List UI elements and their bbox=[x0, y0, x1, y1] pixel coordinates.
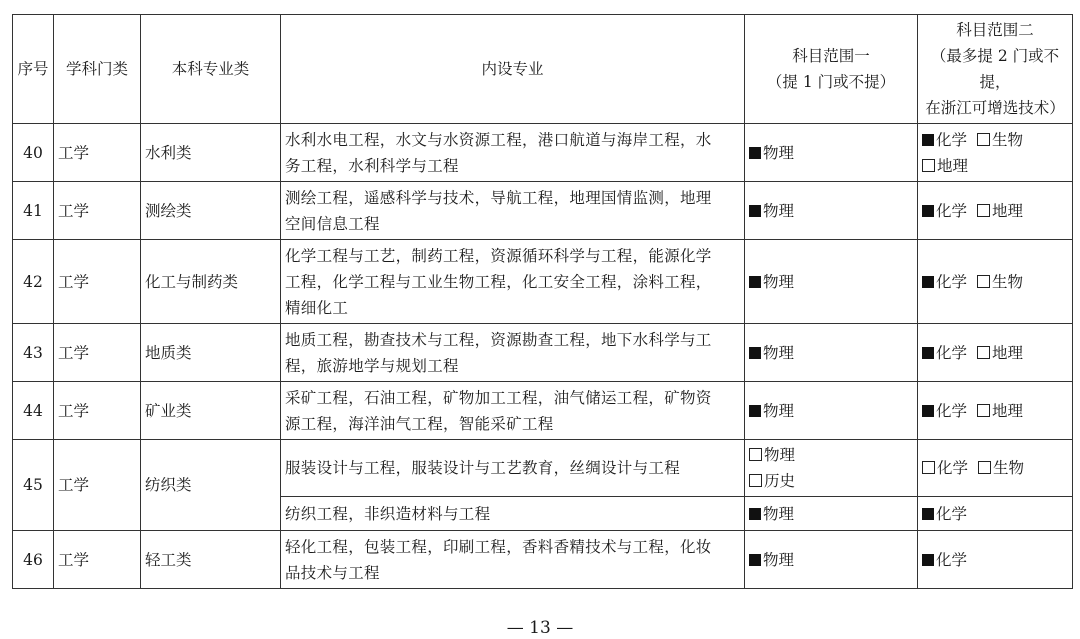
empty-square-icon bbox=[977, 204, 990, 217]
subject-option-label: 化学 bbox=[936, 401, 968, 420]
empty-square-icon bbox=[977, 346, 990, 359]
subject-option bbox=[922, 455, 968, 481]
row-category: 工学 bbox=[54, 324, 141, 382]
row-major-class: 地质类 bbox=[141, 324, 281, 382]
subject-option-label: 地理 bbox=[937, 156, 969, 175]
subject-option-label: 物理 bbox=[763, 143, 795, 162]
subject-option-line bbox=[922, 455, 1068, 481]
empty-square-icon bbox=[749, 448, 762, 461]
empty-square-icon bbox=[749, 474, 762, 487]
subject-option bbox=[749, 501, 794, 527]
row-major-class: 轻工类 bbox=[141, 531, 281, 589]
filled-square-icon bbox=[922, 134, 934, 146]
row-inner-majors bbox=[281, 182, 745, 240]
subject-option-line bbox=[749, 398, 913, 424]
header-subject2-line3: 在浙江可增选技术） bbox=[925, 99, 1065, 117]
subject-option bbox=[749, 269, 794, 295]
subject-option bbox=[749, 140, 794, 166]
inner-majors-line: 水利水电工程，水文与水资源工程，港口航道与海岸工程，水 bbox=[285, 130, 712, 149]
inner-majors-line: 程，旅游地学与规划工程 bbox=[285, 356, 459, 375]
filled-square-icon bbox=[922, 276, 934, 288]
inner-majors-line: 化学工程与工艺，制药工程，资源循环科学与工程，能源化学 bbox=[285, 246, 712, 265]
subject-option-line bbox=[922, 547, 1068, 573]
inner-majors-line: 务工程，水利科学与工程 bbox=[285, 156, 459, 175]
subject-option-line bbox=[922, 198, 1068, 224]
subject-option bbox=[922, 501, 967, 527]
inner-majors-line: 轻化工程，包装工程，印刷工程，香料香精技术与工程，化妆 bbox=[285, 537, 712, 556]
table-header-row bbox=[13, 15, 1073, 124]
subject-option bbox=[977, 127, 1023, 153]
inner-majors-line: 精细化工 bbox=[285, 298, 349, 317]
filled-square-icon bbox=[749, 205, 761, 217]
subject-option bbox=[922, 127, 967, 153]
row-subject-range-2 bbox=[918, 324, 1073, 382]
row-subject-range-2 bbox=[918, 440, 1073, 497]
subject-option bbox=[749, 468, 795, 494]
subject-option-label: 生物 bbox=[993, 459, 1025, 477]
subject-option-label: 化学 bbox=[936, 504, 968, 523]
row-inner-majors bbox=[281, 440, 745, 497]
filled-square-icon bbox=[749, 554, 761, 566]
header-category: 学科门类 bbox=[54, 15, 141, 124]
subject-option-label: 物理 bbox=[764, 446, 796, 464]
header-subject1-line2: （提 1 门或不提） bbox=[766, 73, 896, 91]
subject-option-line bbox=[749, 340, 913, 366]
row-subject-range-1 bbox=[745, 497, 918, 531]
header-subject-range-2 bbox=[918, 15, 1073, 124]
subject-option-line bbox=[749, 140, 913, 166]
subject-option-line bbox=[922, 153, 1068, 179]
subject-option bbox=[749, 398, 794, 424]
row-number: 40 bbox=[13, 124, 54, 182]
subject-option bbox=[922, 269, 967, 295]
row-major-class: 测绘类 bbox=[141, 182, 281, 240]
subject-option bbox=[922, 198, 967, 224]
filled-square-icon bbox=[922, 405, 934, 417]
filled-square-icon bbox=[922, 205, 934, 217]
subject-option-line bbox=[749, 442, 913, 468]
row-category: 工学 bbox=[54, 440, 141, 531]
empty-square-icon bbox=[922, 159, 935, 172]
subject-requirements-table bbox=[12, 14, 1073, 589]
row-number: 42 bbox=[13, 240, 54, 324]
header-subject2-line2: （最多提 2 门或不提， bbox=[930, 47, 1060, 91]
empty-square-icon bbox=[977, 404, 990, 417]
row-subject-range-1 bbox=[745, 531, 918, 589]
subject-option-label: 历史 bbox=[764, 472, 796, 490]
filled-square-icon bbox=[922, 347, 934, 359]
row-category: 工学 bbox=[54, 240, 141, 324]
subject-option bbox=[922, 398, 967, 424]
subject-option bbox=[977, 198, 1023, 224]
subject-option bbox=[749, 340, 794, 366]
inner-majors-line: 纺织工程，非织造材料与工程 bbox=[285, 504, 491, 523]
row-number: 43 bbox=[13, 324, 54, 382]
table-row bbox=[13, 324, 1073, 382]
subject-option bbox=[977, 269, 1023, 295]
table-row bbox=[13, 124, 1073, 182]
row-subject-range-2 bbox=[918, 124, 1073, 182]
header-subject1-line1: 科目范围一 bbox=[792, 47, 870, 65]
subject-option bbox=[749, 547, 794, 573]
subject-option-label: 物理 bbox=[763, 504, 795, 523]
subject-option-label: 化学 bbox=[936, 201, 968, 220]
subject-option-label: 化学 bbox=[936, 130, 968, 149]
filled-square-icon bbox=[749, 276, 761, 288]
subject-option-line bbox=[922, 340, 1068, 366]
row-category: 工学 bbox=[54, 531, 141, 589]
row-inner-majors bbox=[281, 497, 745, 531]
filled-square-icon bbox=[922, 554, 934, 566]
row-number: 46 bbox=[13, 531, 54, 589]
filled-square-icon bbox=[749, 405, 761, 417]
row-number: 41 bbox=[13, 182, 54, 240]
row-major-class: 纺织类 bbox=[141, 440, 281, 531]
subject-option-line bbox=[749, 501, 913, 527]
subject-option-label: 地理 bbox=[992, 343, 1024, 362]
inner-majors-line: 测绘工程，遥感科学与技术，导航工程，地理国情监测，地理 bbox=[285, 188, 712, 207]
subject-option-label: 化学 bbox=[936, 550, 968, 569]
filled-square-icon bbox=[749, 147, 761, 159]
row-subject-range-1 bbox=[745, 324, 918, 382]
row-inner-majors bbox=[281, 382, 745, 440]
header-no: 序号 bbox=[13, 15, 54, 124]
row-subject-range-2 bbox=[918, 497, 1073, 531]
header-inner-majors: 内设专业 bbox=[281, 15, 745, 124]
table-row bbox=[13, 440, 1073, 497]
filled-square-icon bbox=[749, 347, 761, 359]
filled-square-icon bbox=[922, 508, 934, 520]
subject-option-label: 化学 bbox=[936, 272, 968, 291]
subject-option bbox=[749, 198, 794, 224]
subject-option bbox=[977, 398, 1023, 424]
empty-square-icon bbox=[922, 461, 935, 474]
subject-option bbox=[922, 547, 967, 573]
subject-option-label: 化学 bbox=[937, 459, 969, 477]
page-number: — 13 — bbox=[506, 618, 574, 638]
inner-majors-line: 地质工程，勘查技术与工程，资源勘查工程，地下水科学与工 bbox=[285, 330, 712, 349]
row-inner-majors bbox=[281, 240, 745, 324]
table-row bbox=[13, 182, 1073, 240]
subject-option bbox=[978, 455, 1024, 481]
row-subject-range-1 bbox=[745, 240, 918, 324]
row-category: 工学 bbox=[54, 124, 141, 182]
subject-option-line bbox=[749, 269, 913, 295]
row-inner-majors bbox=[281, 531, 745, 589]
subject-option-label: 物理 bbox=[763, 343, 795, 362]
row-category: 工学 bbox=[54, 382, 141, 440]
row-inner-majors bbox=[281, 324, 745, 382]
subject-option-line bbox=[749, 468, 913, 494]
subject-option-label: 地理 bbox=[992, 401, 1024, 420]
subject-option bbox=[749, 442, 795, 468]
row-subject-range-2 bbox=[918, 182, 1073, 240]
subject-option bbox=[922, 340, 967, 366]
header-subject2-line1: 科目范围二 bbox=[956, 21, 1034, 39]
subject-option-line bbox=[922, 269, 1068, 295]
subject-option-label: 生物 bbox=[992, 130, 1024, 149]
subject-option-line bbox=[922, 501, 1068, 527]
table-body bbox=[13, 124, 1073, 589]
inner-majors-line: 服装设计与工程，服装设计与工艺教育，丝绸设计与工程 bbox=[285, 459, 681, 477]
subject-option-label: 地理 bbox=[992, 201, 1024, 220]
row-major-class: 化工与制药类 bbox=[141, 240, 281, 324]
subject-option-line bbox=[749, 198, 913, 224]
inner-majors-line: 源工程，海洋油气工程，智能采矿工程 bbox=[285, 414, 554, 433]
subject-option bbox=[977, 340, 1023, 366]
subject-option-line bbox=[922, 127, 1068, 153]
subject-option-label: 化学 bbox=[936, 343, 968, 362]
table-row bbox=[13, 240, 1073, 324]
subject-option-label: 物理 bbox=[763, 201, 795, 220]
subject-option-label: 物理 bbox=[763, 272, 795, 291]
header-subject-range-1 bbox=[745, 15, 918, 124]
subject-option-label: 物理 bbox=[763, 550, 795, 569]
filled-square-icon bbox=[749, 508, 761, 520]
row-subject-range-2 bbox=[918, 240, 1073, 324]
row-number: 45 bbox=[13, 440, 54, 531]
row-category: 工学 bbox=[54, 182, 141, 240]
empty-square-icon bbox=[977, 133, 990, 146]
subject-option-label: 生物 bbox=[992, 272, 1024, 291]
inner-majors-line: 品技术与工程 bbox=[285, 563, 380, 582]
row-subject-range-1 bbox=[745, 440, 918, 497]
header-major-class: 本科专业类 bbox=[141, 15, 281, 124]
row-major-class: 矿业类 bbox=[141, 382, 281, 440]
inner-majors-line: 工程，化学工程与工业生物工程，化工安全工程，涂料工程， bbox=[285, 272, 712, 291]
row-number: 44 bbox=[13, 382, 54, 440]
subject-option-line bbox=[922, 398, 1068, 424]
inner-majors-line: 采矿工程，石油工程，矿物加工工程，油气储运工程，矿物资 bbox=[285, 388, 712, 407]
table-row bbox=[13, 531, 1073, 589]
row-subject-range-1 bbox=[745, 124, 918, 182]
row-subject-range-1 bbox=[745, 182, 918, 240]
empty-square-icon bbox=[978, 461, 991, 474]
row-subject-range-1 bbox=[745, 382, 918, 440]
table-row bbox=[13, 382, 1073, 440]
row-inner-majors bbox=[281, 124, 745, 182]
row-major-class: 水利类 bbox=[141, 124, 281, 182]
empty-square-icon bbox=[977, 275, 990, 288]
subject-option bbox=[922, 153, 968, 179]
subject-option-label: 物理 bbox=[763, 401, 795, 420]
subject-option-line bbox=[749, 547, 913, 573]
inner-majors-line: 空间信息工程 bbox=[285, 214, 380, 233]
row-subject-range-2 bbox=[918, 382, 1073, 440]
row-subject-range-2 bbox=[918, 531, 1073, 589]
